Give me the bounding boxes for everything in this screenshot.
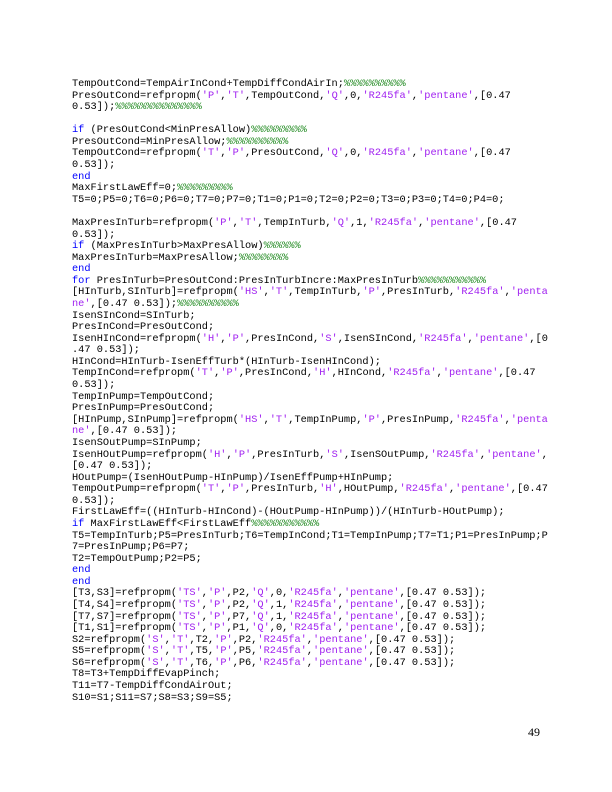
code-string: 'P' xyxy=(207,622,227,635)
code-string: 'pentane' xyxy=(343,599,400,612)
code-string: 'HS' xyxy=(238,413,264,426)
code-string: 'pentane' xyxy=(418,89,474,102)
code-text: TempOutPump=refpropm( xyxy=(72,483,202,496)
code-string: 'R245fa' xyxy=(368,216,419,229)
code-text: ,P2, xyxy=(226,599,252,612)
code-text: , xyxy=(232,216,239,229)
code-string: 'penta xyxy=(510,413,548,426)
code-text: ,[0.47 xyxy=(498,367,536,380)
code-text: , xyxy=(164,633,171,646)
code-text: , xyxy=(448,483,456,496)
code-keyword: if xyxy=(72,240,85,253)
code-string: 'P' xyxy=(214,633,233,646)
code-string: 'R245fa' xyxy=(288,599,338,612)
code-string: 'R245fa' xyxy=(430,448,480,461)
code-line xyxy=(72,195,548,207)
code-text: ,IsenSInCond, xyxy=(337,332,419,345)
code-text: 0.53]); xyxy=(72,494,116,507)
code-string: 'TS' xyxy=(177,622,202,635)
code-text: , xyxy=(337,622,344,635)
code-string: 'pentane' xyxy=(313,633,369,646)
code-text: ,HInCond, xyxy=(331,367,388,380)
code-string: 'P' xyxy=(226,332,246,345)
code-comment: %%%%%%%%%%% xyxy=(418,274,487,287)
code-string: 'T' xyxy=(238,216,258,229)
code-string: 'P' xyxy=(362,413,381,426)
code-string: 'TS' xyxy=(177,599,202,612)
code-keyword: end xyxy=(72,564,91,577)
code-keyword: end xyxy=(72,263,91,276)
code-text: ,HOutPump, xyxy=(337,483,400,496)
code-text: ,[0.47 xyxy=(473,147,511,160)
code-string: 'Q' xyxy=(325,147,344,160)
code-text: IsenHOutPump=refpropm( xyxy=(72,448,208,461)
code-text: ,P2, xyxy=(232,633,258,646)
code-string: 'R245fa' xyxy=(455,286,505,299)
code-text: ,0, xyxy=(343,147,363,160)
code-keyword: if xyxy=(72,124,85,137)
code-string: 'P' xyxy=(207,610,227,623)
code-line xyxy=(72,693,548,705)
code-text: , xyxy=(201,622,208,635)
code-text: 7=PresInPump;P6=P7; xyxy=(72,541,190,554)
code-text: S6=refpropm( xyxy=(72,656,147,669)
code-text: , xyxy=(479,448,487,461)
code-text: , xyxy=(337,587,344,600)
code-string: 'P' xyxy=(214,656,233,669)
code-text: MaxFirstLawEff=0; xyxy=(72,182,178,195)
code-string: 'R245fa' xyxy=(257,656,307,669)
code-text: ,PresInTurb, xyxy=(251,448,326,461)
code-comment: %%%%%%%%% xyxy=(177,182,233,195)
code-text: IsenHInCond=refpropm( xyxy=(72,332,202,345)
code-text: , xyxy=(504,413,511,426)
code-text: , xyxy=(467,332,474,345)
code-text: FirstLawEff=((HInTurb-HInCond)-(HOutPump-HInPump))/(HInTurb-HOutPump); xyxy=(72,506,505,519)
code-string: 'HS' xyxy=(238,286,264,299)
code-string: 'pentane' xyxy=(313,656,369,669)
code-string: 'P' xyxy=(207,599,227,612)
code-line xyxy=(72,160,548,172)
code-text: ,0, xyxy=(269,587,289,600)
code-string: 'pentane' xyxy=(418,147,474,160)
code-text: 0.53]); xyxy=(72,228,116,241)
code-line xyxy=(72,218,548,230)
code-string: 'S' xyxy=(319,332,338,345)
code-line xyxy=(72,565,548,577)
code-string: 'pentane' xyxy=(313,645,369,658)
code-text: IsenSOutPump=SInPump; xyxy=(72,436,202,449)
code-text: ,P2, xyxy=(226,587,252,600)
code-text: ,[0.47 0.53]); xyxy=(399,599,487,612)
code-string: ne' xyxy=(72,425,91,438)
code-string: 'H' xyxy=(207,448,227,461)
code-text: , xyxy=(220,89,227,102)
code-text: S5=refpropm( xyxy=(72,645,147,658)
code-string: 'Q' xyxy=(325,89,344,102)
code-text: TempInPump=TempOutCond; xyxy=(72,390,215,403)
code-text: , xyxy=(201,610,208,623)
code-text: S10=S1;S11=S7;S8=S3;S9=S5; xyxy=(72,691,233,704)
code-string: 'Q' xyxy=(251,599,270,612)
code-text: , xyxy=(411,147,419,160)
code-string: 'H' xyxy=(319,483,338,496)
code-text: ,[0.47 xyxy=(510,483,548,496)
code-string: 'R245fa' xyxy=(288,610,338,623)
code-text: , xyxy=(220,147,227,160)
code-text: [T3,S3]=refpropm( xyxy=(72,587,178,600)
code-string: 'T' xyxy=(201,483,221,496)
code-string: 'R245fa' xyxy=(362,147,412,160)
code-line xyxy=(72,554,548,566)
code-text: ,[0.47 xyxy=(473,89,511,102)
code-string: 'pentane' xyxy=(343,610,400,623)
code-keyword: if xyxy=(72,517,85,530)
code-text: ,PresInTurb, xyxy=(381,286,456,299)
code-text: ,P7, xyxy=(226,610,252,623)
code-text: ,T2, xyxy=(189,633,215,646)
code-string: 'P' xyxy=(220,367,239,380)
code-string: 'R245fa' xyxy=(362,89,412,102)
code-text: 0.53]); xyxy=(72,159,116,172)
code-comment: %%%%%%%%%% xyxy=(177,297,239,310)
code-text: S2=refpropm( xyxy=(72,633,147,646)
code-string: ne' xyxy=(72,297,91,310)
code-text: IsenSInCond=SInTurb; xyxy=(72,309,196,322)
code-string: 'T' xyxy=(170,633,190,646)
code-text: MaxPresInTurb=refpropm( xyxy=(72,216,215,229)
code-string: 'pentane' xyxy=(486,448,542,461)
code-comment: %%%%%%%%%%%%%% xyxy=(115,101,202,114)
code-text: ,[0 xyxy=(529,332,548,345)
code-text: [HInTurb,SInTurb]=refpropm( xyxy=(72,286,239,299)
code-text: T5=TempInTurb;P5=PresInTurb;T6=TempInCond;T1=TempInPump;T7=T1;P1=PresInPump;P xyxy=(72,529,548,542)
code-string: 'Q' xyxy=(251,587,270,600)
code-text: , xyxy=(164,656,171,669)
code-text: PresOutCond=MinPresAllow; xyxy=(72,135,227,148)
code-text: PresInCond=PresOutCond; xyxy=(72,321,215,334)
code-text: ,[0.47 0.53]); xyxy=(399,587,487,600)
code-string: 'P' xyxy=(226,147,246,160)
code-keyword: for xyxy=(72,274,91,287)
code-text: ,PresInCond, xyxy=(238,367,314,380)
page-number: 49 xyxy=(528,725,540,739)
code-text: ,PresInPump, xyxy=(381,413,456,426)
code-string: 'R245fa' xyxy=(387,367,437,380)
code-text: 0.53]); xyxy=(72,101,116,114)
code-text: , xyxy=(201,587,208,600)
code-string: 'T' xyxy=(170,656,190,669)
code-text: ,IsenSOutPump, xyxy=(343,448,431,461)
code-text: , xyxy=(263,413,270,426)
code-string: 'pentane' xyxy=(455,483,511,496)
code-text: [0.47 0.53]); xyxy=(72,460,153,473)
code-text: ,[0.47 xyxy=(479,216,517,229)
code-text: PresInTurb=PresOutCond:PresInTurbIncre:MaxPresInTurb xyxy=(90,274,419,287)
code-text: , xyxy=(214,367,221,380)
code-text: ,PresOutCond, xyxy=(245,147,326,160)
code-string: 'H' xyxy=(201,332,221,345)
code-string: 'T' xyxy=(201,147,221,160)
code-text: , xyxy=(436,367,443,380)
code-text: ,[0.47 0.53]); xyxy=(368,633,456,646)
code-string: 'T' xyxy=(269,286,289,299)
code-line xyxy=(72,148,548,160)
code-text: .47 0.53]); xyxy=(72,344,140,357)
code-text: ,0, xyxy=(269,622,289,635)
code-text: TempInCond=refpropm( xyxy=(72,367,196,380)
code-string: 'S' xyxy=(146,645,165,658)
code-text: ,[0.47 0.53]); xyxy=(368,656,456,669)
code-text: , xyxy=(306,645,314,658)
code-text: PresInPump=PresOutCond; xyxy=(72,402,215,415)
code-text: ,0, xyxy=(343,89,363,102)
code-string: 'pentane' xyxy=(473,332,530,345)
code-string: 'S' xyxy=(146,633,165,646)
code-text: ,T5, xyxy=(189,645,215,658)
code-text: , xyxy=(337,610,344,623)
code-string: 'pentane' xyxy=(442,367,499,380)
code-line xyxy=(72,102,548,114)
code-string: 'R245fa' xyxy=(455,413,505,426)
code-string: 'Q' xyxy=(251,622,270,635)
code-string: 'pentane' xyxy=(424,216,480,229)
code-text: , xyxy=(504,286,511,299)
code-string: 'T' xyxy=(269,413,289,426)
code-string: 'R245fa' xyxy=(288,587,338,600)
code-string: 'S' xyxy=(146,656,165,669)
code-string: 'T' xyxy=(195,367,215,380)
code-text: , xyxy=(220,332,227,345)
code-string: 'penta xyxy=(510,286,548,299)
code-comment: %%%%%%%%% xyxy=(251,124,307,137)
code-text: , xyxy=(306,633,314,646)
code-text: MaxPresInTurb=MaxPresAllow; xyxy=(72,251,239,264)
code-comment: %%%%%%%%%%% xyxy=(251,517,320,530)
code-text: ,[0.47 0.53]); xyxy=(90,297,178,310)
code-string: 'S' xyxy=(325,448,344,461)
code-text: ,TempInPump, xyxy=(288,413,363,426)
code-text: , xyxy=(541,448,548,461)
code-comment: %%%%%%%%%% xyxy=(226,135,289,148)
code-string: 'R245fa' xyxy=(257,645,307,658)
code-text: ,TempInTurb, xyxy=(257,216,332,229)
code-keyword: end xyxy=(72,170,91,183)
code-string: 'P' xyxy=(214,216,233,229)
code-text: MaxFirstLawEff<FirstLawEff xyxy=(84,517,252,530)
code-listing xyxy=(72,79,548,704)
code-text: [T7,S7]=refpropm( xyxy=(72,610,178,623)
code-string: 'Q' xyxy=(331,216,351,229)
code-string: 'P' xyxy=(362,286,381,299)
code-text: ,TempInTurb, xyxy=(288,286,363,299)
code-comment: %%%%%%%% xyxy=(238,251,289,264)
code-text: , xyxy=(337,599,344,612)
code-line xyxy=(72,253,548,265)
code-string: 'R245fa' xyxy=(418,332,468,345)
code-line xyxy=(72,484,548,496)
code-text: , xyxy=(418,216,425,229)
code-string: 'R245fa' xyxy=(399,483,449,496)
code-text: 0.53]); xyxy=(72,379,116,392)
code-text: T2=TempOutPump;P2=P5; xyxy=(72,552,202,565)
code-string: 'P' xyxy=(207,587,227,600)
code-comment: %%%%%%%%%% xyxy=(343,78,406,90)
code-text: HOutPump=(IsenHOutPump-HInPump)/IsenEffPump+HInPump; xyxy=(72,471,394,484)
code-string: 'Q' xyxy=(251,610,270,623)
code-text: ,P6, xyxy=(232,656,258,669)
code-text: ,PresInTurb, xyxy=(245,483,320,496)
code-text: , xyxy=(164,645,171,658)
code-text: , xyxy=(201,599,208,612)
code-text: TempOutCond=TempAirInCond+TempDiffCondAirIn; xyxy=(72,78,344,90)
code-text: , xyxy=(411,89,419,102)
code-comment: %%%%%% xyxy=(263,240,301,253)
code-string: 'R245fa' xyxy=(257,633,307,646)
code-text: ,1, xyxy=(350,216,369,229)
code-text: ,[0.47 0.53]); xyxy=(399,622,487,635)
code-text: , xyxy=(220,483,227,496)
code-string: 'pentane' xyxy=(343,622,400,635)
code-string: 'pentane' xyxy=(343,587,400,600)
code-text: , xyxy=(226,448,233,461)
code-text: T11=T7-TempDiffCondAirOut; xyxy=(72,680,233,693)
code-line xyxy=(72,368,548,380)
code-text: (PresOutCond<MinPresAllow) xyxy=(84,124,252,137)
code-string: 'T' xyxy=(170,645,190,658)
code-text: ,1, xyxy=(269,610,289,623)
code-string: 'H' xyxy=(313,367,332,380)
code-string: 'TS' xyxy=(177,610,202,623)
code-text: T8=T3+TempDiffEvapPinch; xyxy=(72,668,221,681)
code-text: ,[0.47 0.53]); xyxy=(90,425,178,438)
code-text: , xyxy=(306,656,314,669)
code-text: ,T6, xyxy=(189,656,215,669)
code-text: ,[0.47 0.53]); xyxy=(399,610,487,623)
code-text: ,PresInCond, xyxy=(245,332,320,345)
code-keyword: end xyxy=(72,575,91,588)
code-string: 'P' xyxy=(232,448,252,461)
code-string: 'R245fa' xyxy=(288,622,338,635)
code-string: 'P' xyxy=(201,89,221,102)
code-text: ,P5, xyxy=(232,645,258,658)
code-text: (MaxPresInTurb>MaxPresAllow) xyxy=(84,240,264,253)
code-line xyxy=(72,334,548,346)
code-text: [T4,S4]=refpropm( xyxy=(72,599,178,612)
code-text: ,P1, xyxy=(226,622,252,635)
code-text: ,[0.47 0.53]); xyxy=(368,645,456,658)
code-text: T5=0;P5=0;T6=0;P6=0;T7=0;P7=0;T1=0;P1=0;T2=0;P2=0;T3=0;P3=0;T4=0;P4=0; xyxy=(72,193,505,206)
code-text: [T1,S1]=refpropm( xyxy=(72,622,178,635)
code-text: PresOutCond=refpropm( xyxy=(72,89,202,102)
code-string: 'P' xyxy=(214,645,233,658)
code-text: HInCond=HInTurb-IsenEffTurb*(HInTurb-IsenHInCond); xyxy=(72,355,381,368)
code-string: 'P' xyxy=(226,483,246,496)
code-text: ,1, xyxy=(269,599,289,612)
code-text: ,TempOutCond, xyxy=(245,89,326,102)
code-text: , xyxy=(263,286,270,299)
code-string: 'TS' xyxy=(177,587,202,600)
code-text: TempOutCond=refpropm( xyxy=(72,147,202,160)
code-text: [HInPump,SInPump]=refpropm( xyxy=(72,413,239,426)
code-string: 'T' xyxy=(226,89,246,102)
